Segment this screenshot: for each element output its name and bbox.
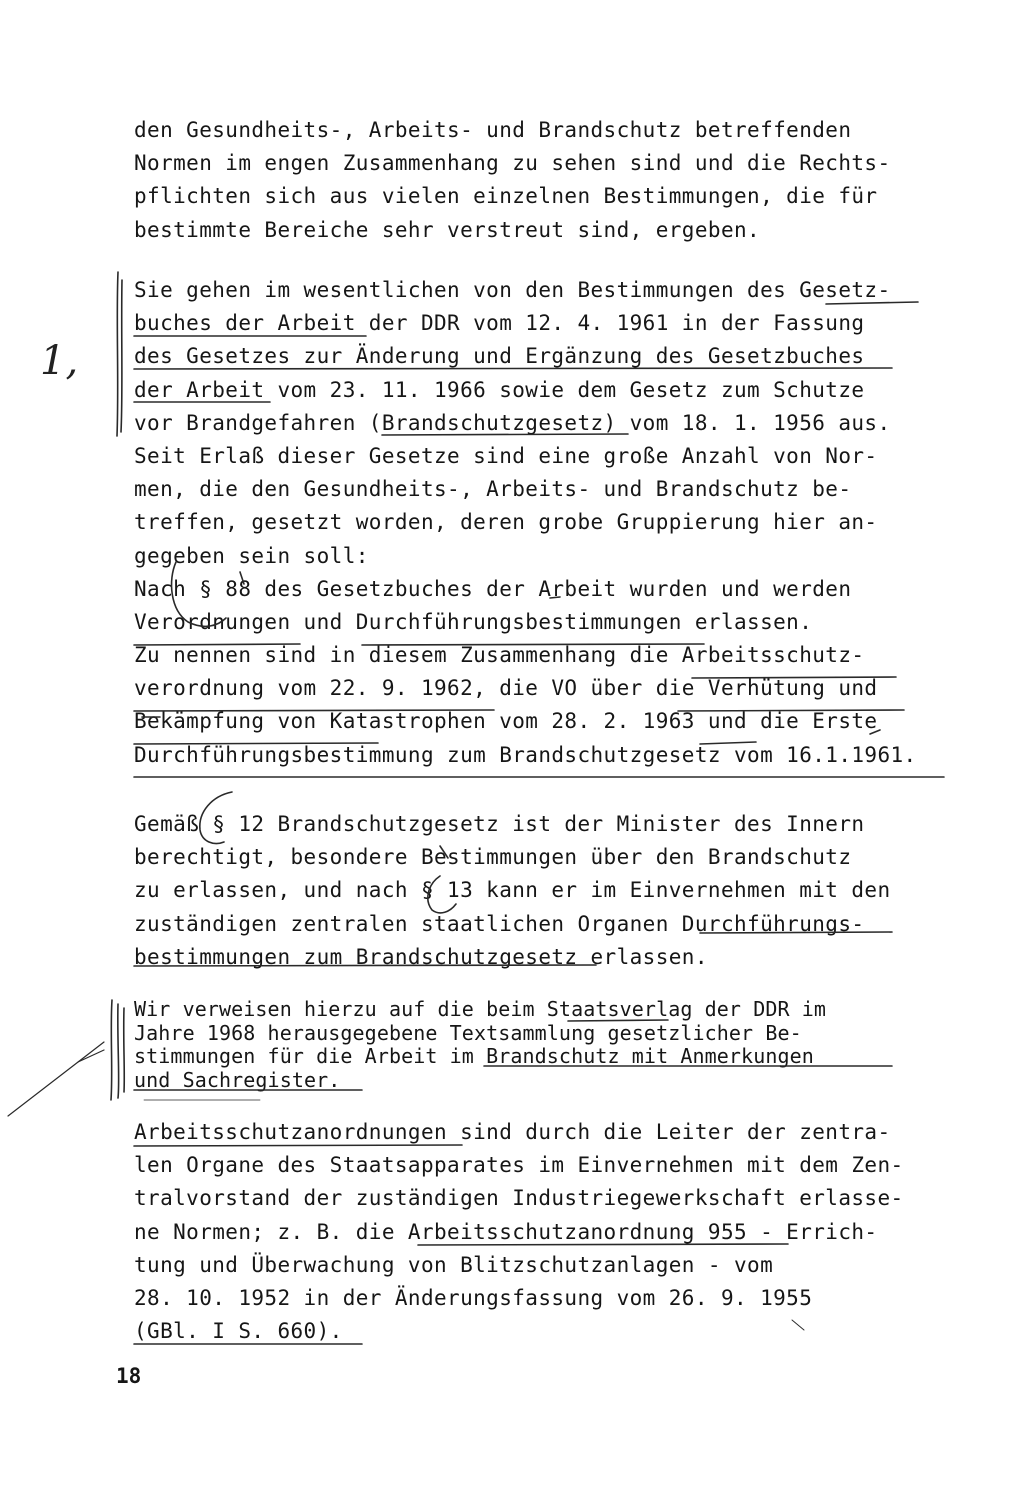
pencil-stroke [8,1042,104,1116]
text-line: gegeben sein soll: [134,543,369,568]
underline-mark [134,1145,462,1146]
text-line: berechtigt, besondere Bestimmungen über den Brandschutz [134,845,852,870]
text-line: Gemäß § 12 Brandschutzgesetz ist der Minister des Innern [134,812,865,836]
text-line: Bekämpfung von Katastrophen vom 28. 2. 1963 und die Erste [134,709,878,734]
text-line: Sie gehen im wesentlichen von den Bestimmungen des Gesetz- [134,278,891,302]
text-line: Jahre 1968 herausgegebene Textsammlung gesetzlicher Be- [134,1020,802,1045]
text-line: des Gesetzes zur Änderung und Ergänzung des Gesetzbuches [134,344,865,369]
handwritten-margin-note: 1, [40,338,79,384]
margin-bar-left [121,280,122,432]
text-line: Normen im engen Zusammenhang zu sehen sind und die Rechts- [134,151,891,176]
underline-mark [568,1020,668,1021]
text-line: men, die den Gesundheits-, Arbeits- und Brandschutz be- [134,477,852,502]
margin-bar-left [117,272,118,436]
text-line: ne Normen; z. B. die Arbeitsschutzanordnung 955 - Errich- [134,1219,878,1244]
text-line: (GBl. I S. 660). [134,1319,343,1344]
text-line: der Arbeit vom 23. 11. 1966 sowie dem Gesetz zum Schutze [134,377,865,402]
text-line: buches der Arbeit der DDR vom 12. 4. 1961 in der Fassung [134,311,865,336]
circle-mark [428,876,456,913]
text-line: Verordnungen und Durchführungsbestimmungen erlassen. [134,609,813,634]
text-line: verordnung vom 22. 9. 1962, die VO über die Verhütung und [134,676,878,701]
underline-mark [134,743,378,744]
text-line: bestimmungen zum Brandschutzgesetz erlassen. [134,944,708,969]
page-number: 18 [116,1364,142,1388]
margin-bar-left [124,1008,125,1092]
text-line: und Sachregister. [134,1068,341,1093]
underline-mark [134,710,494,711]
underline-mark [678,710,904,711]
circle-mark [200,792,232,844]
underline-mark [826,302,918,304]
text-line: stimmungen für die Arbeit im Brandschutz mit Anmerkungen [134,1044,814,1069]
text-line: pflichten sich aus vielen einzelnen Bestimmungen, die für [134,184,878,209]
text-line: Seit Erlaß dieser Gesetze sind eine große Anzahl von Nor- [134,443,878,468]
text-line: vor Brandgefahren (Brandschutzgesetz) vom 18. 1. 1956 aus. [134,410,891,435]
underline-mark [700,932,892,933]
text-line: Durchführungsbestimmung zum Brandschutzgesetz vom 16.1.1961. [134,742,917,767]
underline-mark [134,644,300,645]
underline-mark [792,1320,804,1330]
text-line: Zu nennen sind in diesem Zusammenhang die Arbeitsschutz- [134,643,865,668]
text-line: Nach § 88 des Gesetzbuches der Arbeit wurden und werden [134,576,852,601]
text-line: 28. 10. 1952 in der Änderungsfassung vom 26. 9. 1955 [134,1285,813,1310]
underline-mark [418,1244,788,1245]
margin-bar-left [118,1004,119,1098]
underline-mark [134,965,596,966]
underline-mark [134,368,892,369]
underline-mark [550,597,560,598]
text-line: bestimmte Bereiche sehr verstreut sind, ergeben. [134,217,761,242]
text-line: den Gesundheits-, Arbeits- und Brandschutz betreffenden [134,118,852,142]
text-line: tung und Überwachung von Blitzschutzanlagen - vom [134,1252,774,1277]
circle-mark [440,846,448,858]
underline-mark [692,677,896,678]
underline-mark [382,434,628,435]
circle-mark [240,572,244,584]
text-line: Wir verweisen hierzu auf die beim Staatsverlag der DDR im [134,997,827,1021]
text-line: len Organe des Staatsapparates im Einvernehmen mit dem Zen- [134,1153,904,1178]
underline-mark [700,742,756,744]
circle-mark [172,562,226,626]
text-line: zuständigen zentralen staatlichen Organen Durchführungs- [134,911,865,936]
text-line: tralvorstand der zuständigen Industriegewerkschaft erlasse- [134,1186,904,1211]
text-line: treffen, gesetzt worden, deren grobe Gruppierung hier an- [134,510,878,535]
text-line: Arbeitsschutzanordnungen sind durch die Leiter der zentra- [134,1120,891,1144]
check-mark [870,730,880,734]
margin-bar-left [111,1000,112,1100]
underline-mark [362,644,704,645]
text-line: zu erlassen, und nach § 13 kann er im Einvernehmen mit den [134,878,891,903]
